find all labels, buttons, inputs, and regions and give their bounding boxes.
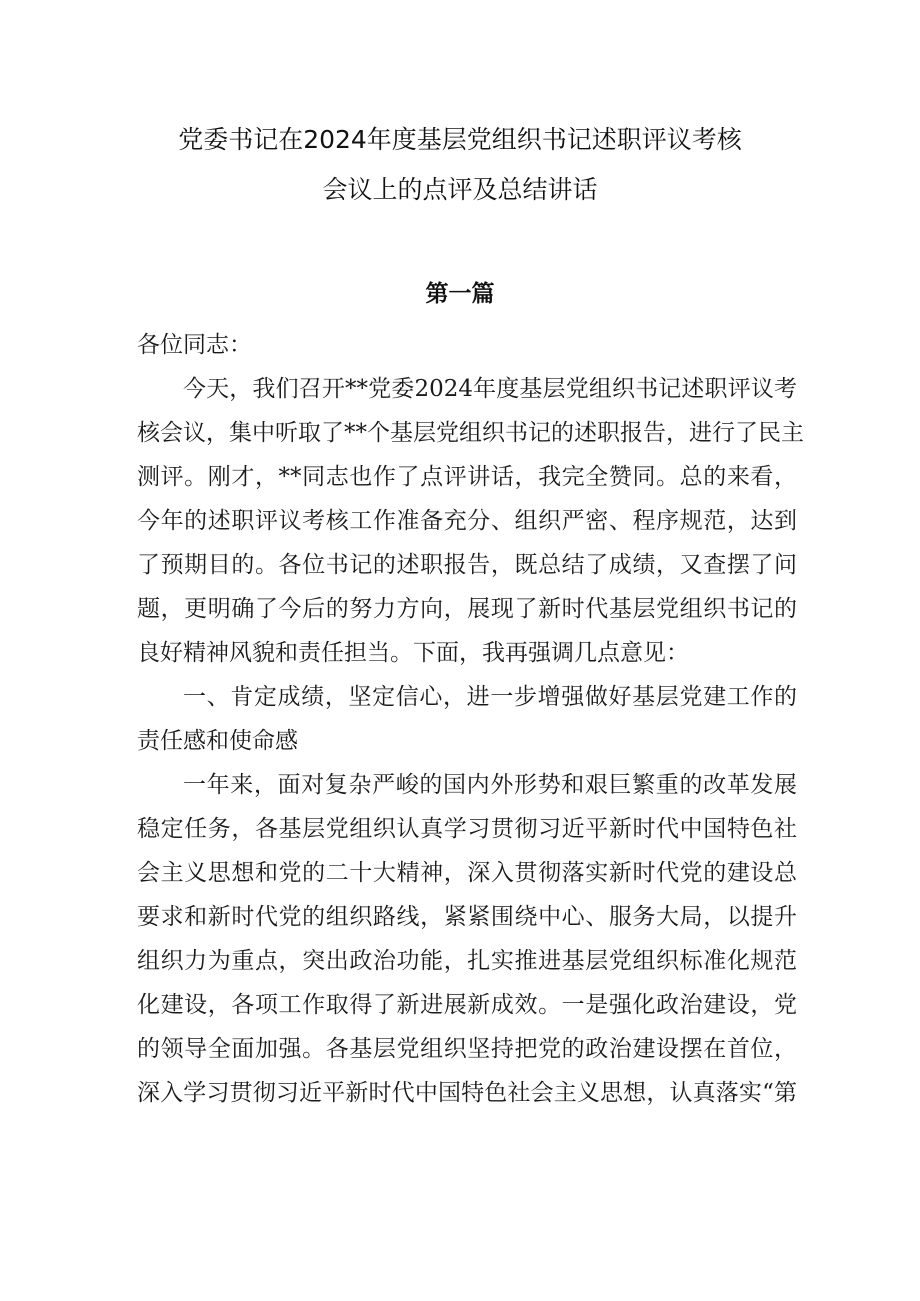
section-heading: 第一篇	[425, 281, 495, 307]
document-title-line-2: 会议上的点评及总结讲话	[322, 175, 598, 204]
paragraph-line: 深入学习贯彻习近平新时代中国特色社会主义思想，认真落实“第	[137, 1080, 797, 1106]
paragraph-line: 组织力为重点，突出政治功能，扎实推进基层党组织标准化规范	[137, 948, 797, 974]
paragraph-line: 良好精神风貌和责任担当。下面，我再强调几点意见：	[137, 640, 689, 666]
paragraph-3	[137, 763, 797, 1115]
paragraph-line: 测评。刚才，**同志也作了点评讲话，我完全赞同。总的来看，	[137, 464, 797, 490]
paragraph-line: 要求和新时代党的组织路线，紧紧围绕中心、服务大局，以提升	[137, 904, 797, 930]
paragraph-line: 核会议，集中听取了**个基层党组织书记的述职报告，进行了民主	[137, 420, 804, 446]
paragraph-line: 题，更明确了今后的努力方向，展现了新时代基层党组织书记的	[137, 596, 797, 622]
paragraph-line: 了预期目的。各位书记的述职报告，既总结了成绩，又查摆了问	[137, 552, 797, 578]
paragraph-line: 今年的述职评议考核工作准备充分、组织严密、程序规范，达到	[137, 508, 797, 534]
paragraph-line: 会主义思想和党的二十大精神，深入贯彻落实新时代党的建设总	[137, 860, 797, 886]
paragraph-1	[137, 367, 804, 675]
paragraph-line: 责任感和使命感	[137, 728, 298, 754]
salutation: 各位同志：	[137, 332, 252, 358]
paragraph-line: 一年来，面对复杂严峻的国内外形势和艰巨繁重的改革发展	[183, 772, 797, 798]
paragraph-2-heading	[137, 675, 797, 763]
document-body	[137, 323, 804, 1115]
paragraph-line: 稳定任务，各基层党组织认真学习贯彻习近平新时代中国特色社	[137, 816, 797, 842]
paragraph-line: 一、肯定成绩，坚定信心，进一步增强做好基层党建工作的	[183, 684, 797, 710]
paragraph-line: 今天，我们召开**党委2024年度基层党组织书记述职评议考	[183, 376, 797, 402]
paragraph-line: 化建设，各项工作取得了新进展新成效。一是强化政治建设，党	[137, 992, 797, 1018]
document-title-line-1: 党委书记在2024年度基层党组织书记述职评议考核	[178, 125, 742, 154]
paragraph-line: 的领导全面加强。各基层党组织坚持把党的政治建设摆在首位，	[137, 1036, 797, 1062]
